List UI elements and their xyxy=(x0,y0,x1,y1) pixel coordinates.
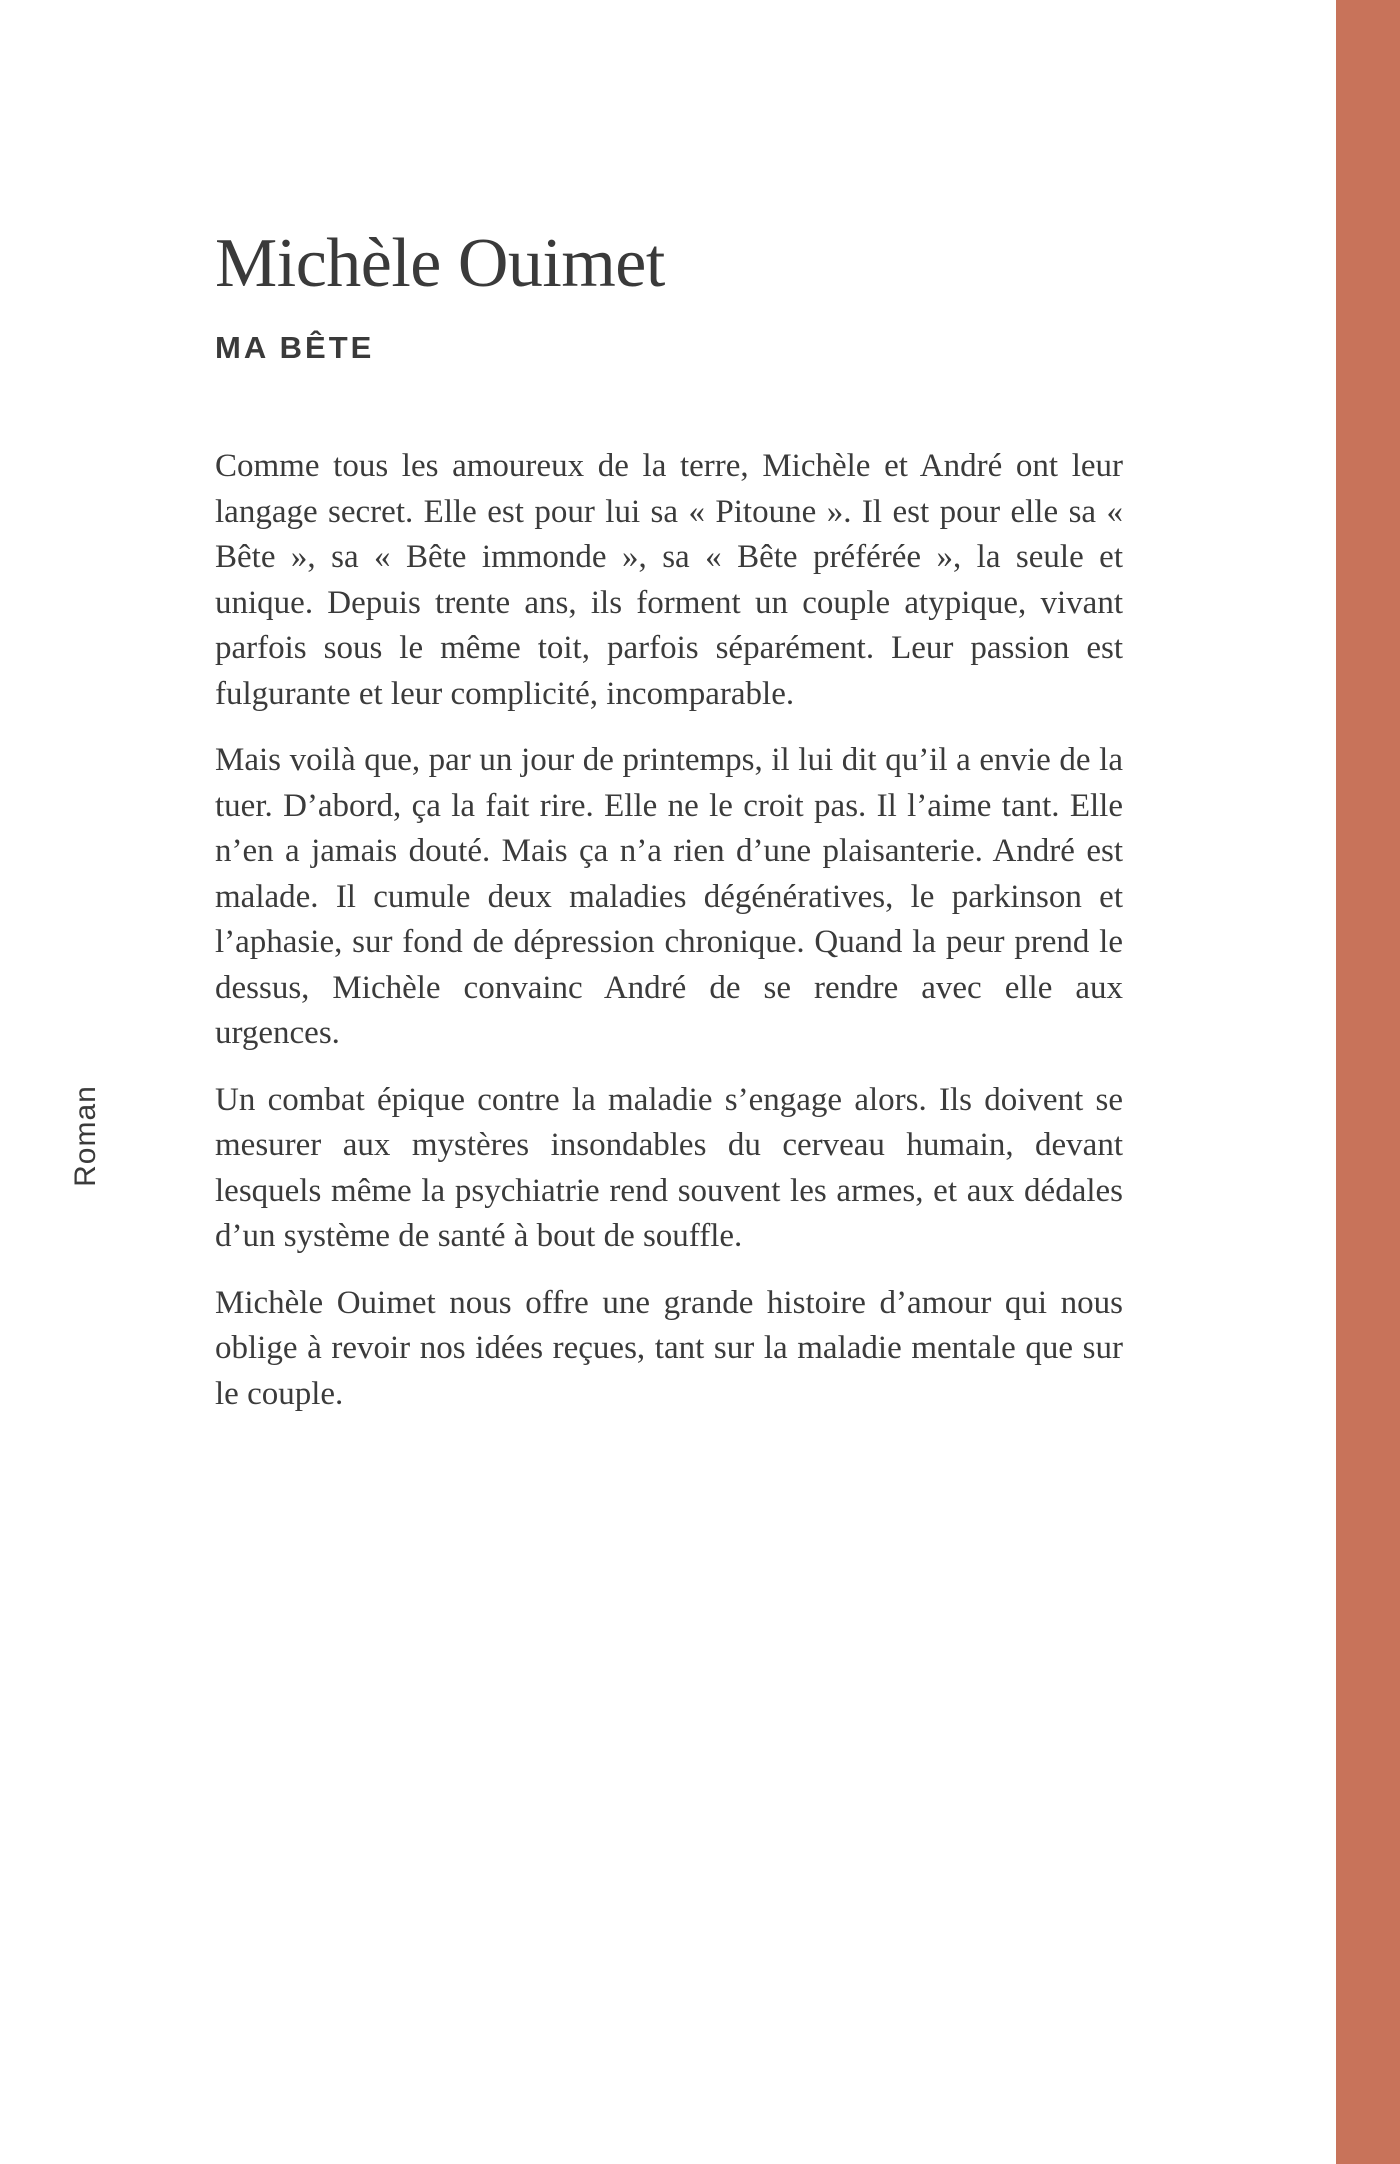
back-cover-content xyxy=(215,222,1123,1438)
spine-color-band xyxy=(1336,0,1400,2164)
author-name: Michèle Ouimet xyxy=(215,225,665,302)
blurb xyxy=(215,444,1123,1417)
genre-label: Roman xyxy=(69,1085,102,1187)
blurb-paragraph: Un combat épique contre la maladie s’engage alors. Ils doivent se mesurer aux mystères insondables du cerveau humain, devant lesquels même la psychiatrie rend souvent les armes, et aux dédales d’un système de santé à bout de souffle. xyxy=(215,1081,1123,1254)
blurb-paragraph: Mais voilà que, par un jour de printemps, il lui dit qu’il a envie de la tuer. D’abord, ça la fait rire. Elle ne le croit pas. Il l’aime tant. Elle n’en a jamais douté. Mais ça n’a rien d’une plaisanterie. André est malade. Il cumule deux maladies dégénératives, le parkinson et l’aphasie, sur fond de dépression chronique. Quand la peur prend le dessus, Michèle convainc André de se rendre avec elle aux urgences. xyxy=(215,742,1123,1051)
blurb-paragraph: Comme tous les amoureux de la terre, Michèle et André ont leur langage secret. Elle est pour lui sa « Pitoune ». Il est pour elle sa « Bête », sa « Bête immonde », sa « Bête préférée », la seule et unique. Depuis trente ans, ils forment un couple atypique, vivant parfois sous le même toit, parfois séparément. Leur passion est fulgurante et leur complicité, incomparable. xyxy=(215,448,1123,712)
blurb-paragraph: Michèle Ouimet nous offre une grande histoire d’amour qui nous oblige à revoir nos idées reçues, tant sur la maladie mentale que sur le couple. xyxy=(215,1284,1123,1412)
book-title: MA BÊTE xyxy=(215,330,375,365)
